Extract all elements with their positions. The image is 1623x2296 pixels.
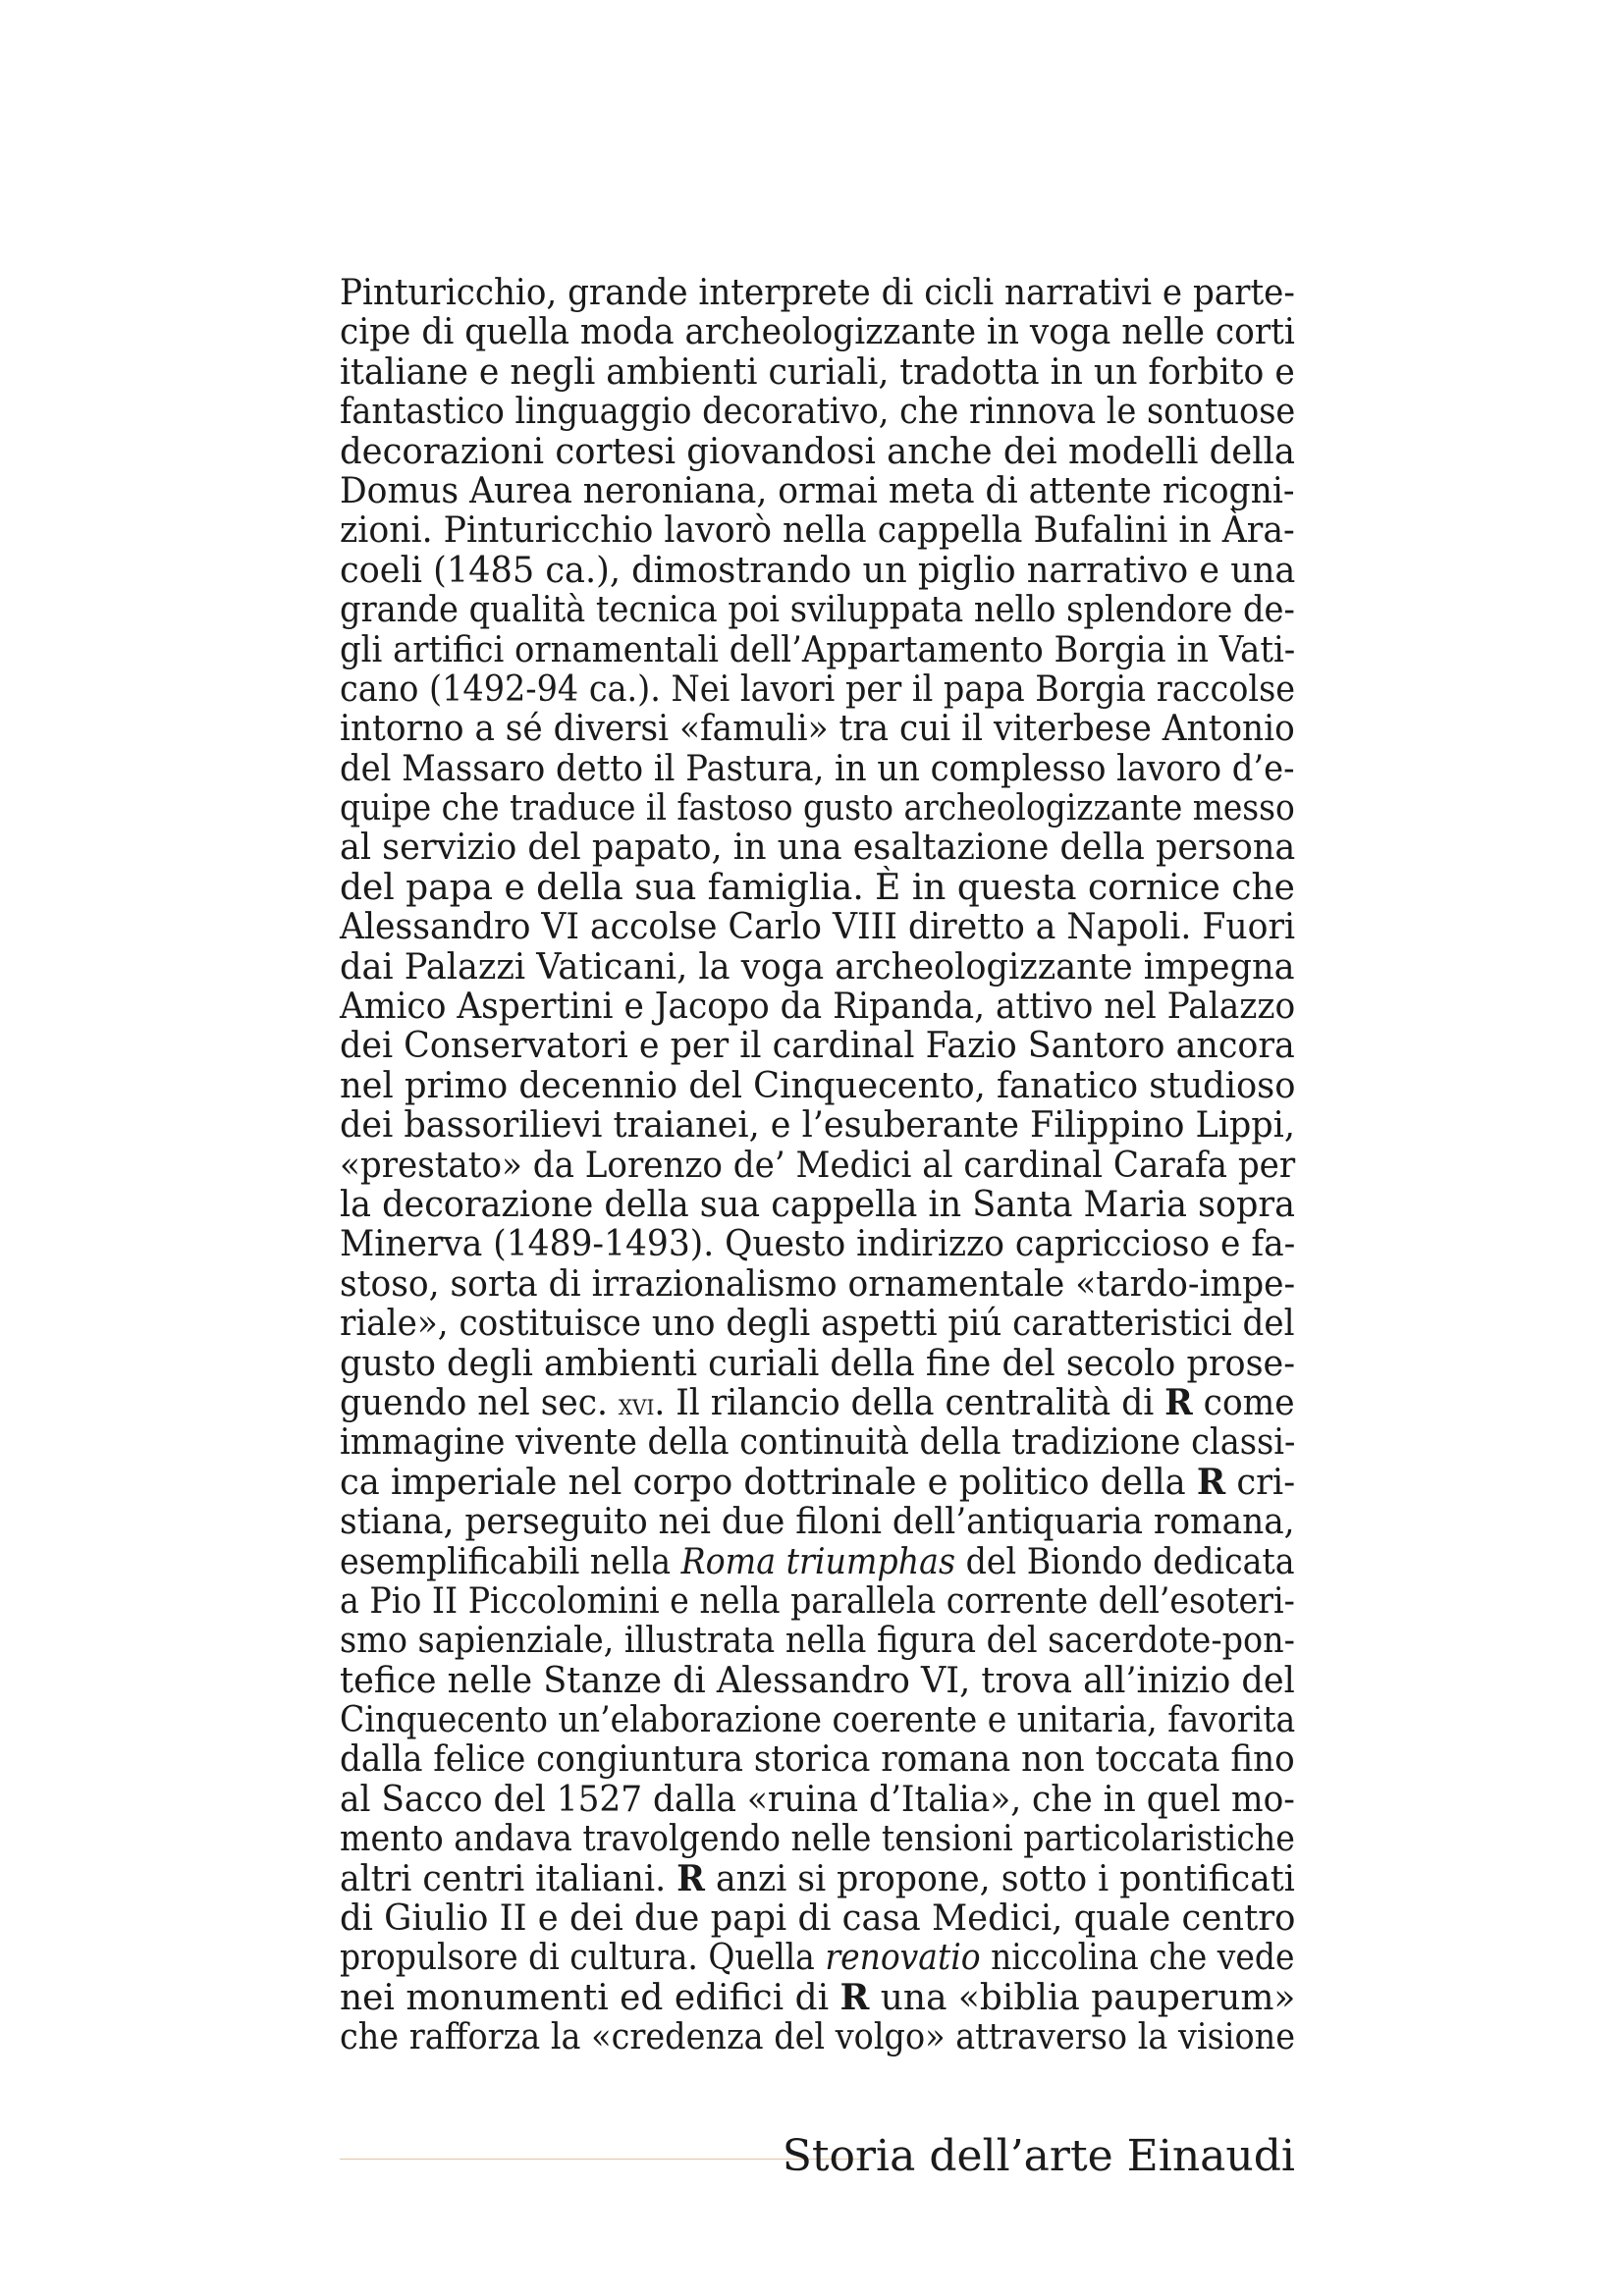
text-segment: una «biblia pauperum»: [869, 1975, 1296, 2018]
text-line: smo sapienziale, illustrata nella figura del sacerdote-pon-: [340, 1619, 1295, 1662]
italic-term: renovatio: [825, 1936, 981, 1979]
text-line: cipe di quella moda archeologizzante in voga nelle corti: [340, 310, 1295, 353]
text-line: [340, 1856, 1295, 1899]
text-line: Cinquecento un’elaborazione coerente e unitaria, favorita: [340, 1698, 1296, 1741]
text-segment: cri-: [1225, 1460, 1296, 1503]
text-line: gusto degli ambienti curiali della fine del secolo prose-: [340, 1341, 1296, 1384]
text-line: [340, 1975, 1296, 2018]
text-line: nel primo decennio del Cinquecento, fanatico studioso: [340, 1063, 1296, 1106]
text-segment: del Biondo dedicata: [955, 1539, 1295, 1582]
text-line: tefice nelle Stanze di Alessandro VI, trova all’inizio del: [340, 1658, 1295, 1701]
roma-abbreviation: R: [1196, 1460, 1226, 1503]
text-segment: ca imperiale nel corpo dottrinale e politico della: [340, 1460, 1197, 1503]
text-line: cano (1492-94 ca.). Nei lavori per il papa Borgia raccolse: [340, 667, 1296, 710]
footer-series-title: Storia dell’arte Einaudi: [782, 2131, 1295, 2181]
text-line: al Sacco del 1527 dalla «ruina d’Italia», che in quel mo-: [340, 1777, 1295, 1820]
text-line: Alessandro VI accolse Carlo VIII diretto a Napoli. Fuori: [340, 905, 1296, 948]
italic-title: Roma triumphas: [680, 1539, 956, 1582]
text-segment: anzi si propone, sotto i pontificati: [704, 1856, 1295, 1899]
text-line: [340, 1938, 1295, 1977]
text-line: stoso, sorta di irrazionalismo ornamentale «tardo-impe-: [340, 1261, 1296, 1305]
text-line: grande qualità tecnica poi sviluppata nello splendore de-: [340, 588, 1295, 631]
text-line: mento andava travolgendo nelle tensioni particolaristiche: [340, 1817, 1295, 1860]
text-segment: guendo nel sec.: [340, 1380, 619, 1423]
text-segment: . Il rilancio della centralità di: [654, 1380, 1165, 1423]
text-line: quipe che traduce il fastoso gusto archeologizzante messo: [340, 786, 1295, 829]
text-line: [340, 1460, 1296, 1503]
roma-abbreviation: R: [676, 1856, 705, 1899]
text-segment: esemplificabili nella: [340, 1539, 681, 1582]
text-line: immagine vivente della continuità della tradizione classi-: [340, 1420, 1296, 1464]
body-text: [340, 273, 1295, 2057]
text-line: Domus Aurea neroniana, ormai meta di attente ricogni-: [340, 468, 1295, 511]
text-line: Minerva (1489-1493). Questo indirizzo capriccioso e fa-: [340, 1222, 1296, 1265]
small-caps-numeral: xvi: [618, 1387, 655, 1422]
text-line: Pinturicchio, grande interprete di cicli narrativi e parte-: [340, 271, 1295, 313]
text-line: del papa e della sua famiglia. È in questa cornice che: [340, 865, 1295, 908]
text-line: coeli (1485 ca.), dimostrando un piglio narrativo e una: [340, 548, 1296, 591]
text-line: la decorazione della sua cappella in Santa Maria sopra: [340, 1182, 1295, 1225]
text-line: che rafforza la «credenza del volgo» attraverso la visione: [340, 2015, 1296, 2058]
text-line: [340, 1539, 1295, 1582]
text-line: Amico Aspertini e Jacopo da Ripanda, attivo nel Palazzo: [340, 985, 1296, 1028]
text-line: dei Conservatori e per il cardinal Fazio Santoro ancora: [340, 1024, 1295, 1067]
text-line: decorazioni cortesi giovandosi anche dei modelli della: [340, 429, 1295, 472]
text-segment: altri centri italiani.: [340, 1856, 677, 1899]
text-segment: nei monumenti ed edifici di: [340, 1975, 840, 2018]
roma-abbreviation: R: [839, 1975, 870, 2018]
text-segment: niccolina che vede: [980, 1936, 1295, 1979]
text-line: dei bassorilievi traianei, e l’esuberante Filippino Lippi,: [340, 1103, 1295, 1147]
text-line: italiane e negli ambienti curiali, tradotta in un forbito e: [340, 349, 1295, 393]
text-line: stiana, perseguito nei due filoni dell’antiquaria romana,: [340, 1500, 1295, 1543]
text-segment: come: [1192, 1380, 1295, 1423]
text-line: dai Palazzi Vaticani, la voga archeologizzante impegna: [340, 944, 1295, 988]
text-line: [340, 1380, 1295, 1423]
text-line: dalla felice congiuntura storica romana non toccata fino: [340, 1737, 1295, 1781]
text-line: del Massaro detto il Pastura, in un complesso lavoro d’e-: [340, 746, 1295, 789]
text-line: riale», costituisce uno degli aspetti piú caratteristici del: [340, 1302, 1295, 1345]
text-line: fantastico linguaggio decorativo, che rinnova le sontuose: [340, 390, 1296, 433]
text-line: a Pio II Piccolomini e nella parallela corrente dell’esoteri-: [340, 1578, 1295, 1622]
text-line: «prestato» da Lorenzo de’ Medici al cardinal Carafa per: [340, 1143, 1296, 1186]
text-line: intorno a sé diversi «famuli» tra cui il viterbese Antonio: [340, 707, 1295, 750]
text-line: al servizio del papato, in una esaltazione della persona: [340, 826, 1296, 869]
text-line: di Giulio II e dei due papi di casa Medici, quale centro: [340, 1896, 1296, 1940]
text-line: zioni. Pinturicchio lavorò nella cappella Bufalini in Àra-: [340, 508, 1295, 552]
roma-abbreviation: R: [1164, 1380, 1193, 1423]
text-line: gli artifici ornamentali dell’Appartamento Borgia in Vati-: [340, 627, 1296, 670]
text-segment: propulsore di cultura. Quella: [340, 1936, 826, 1979]
